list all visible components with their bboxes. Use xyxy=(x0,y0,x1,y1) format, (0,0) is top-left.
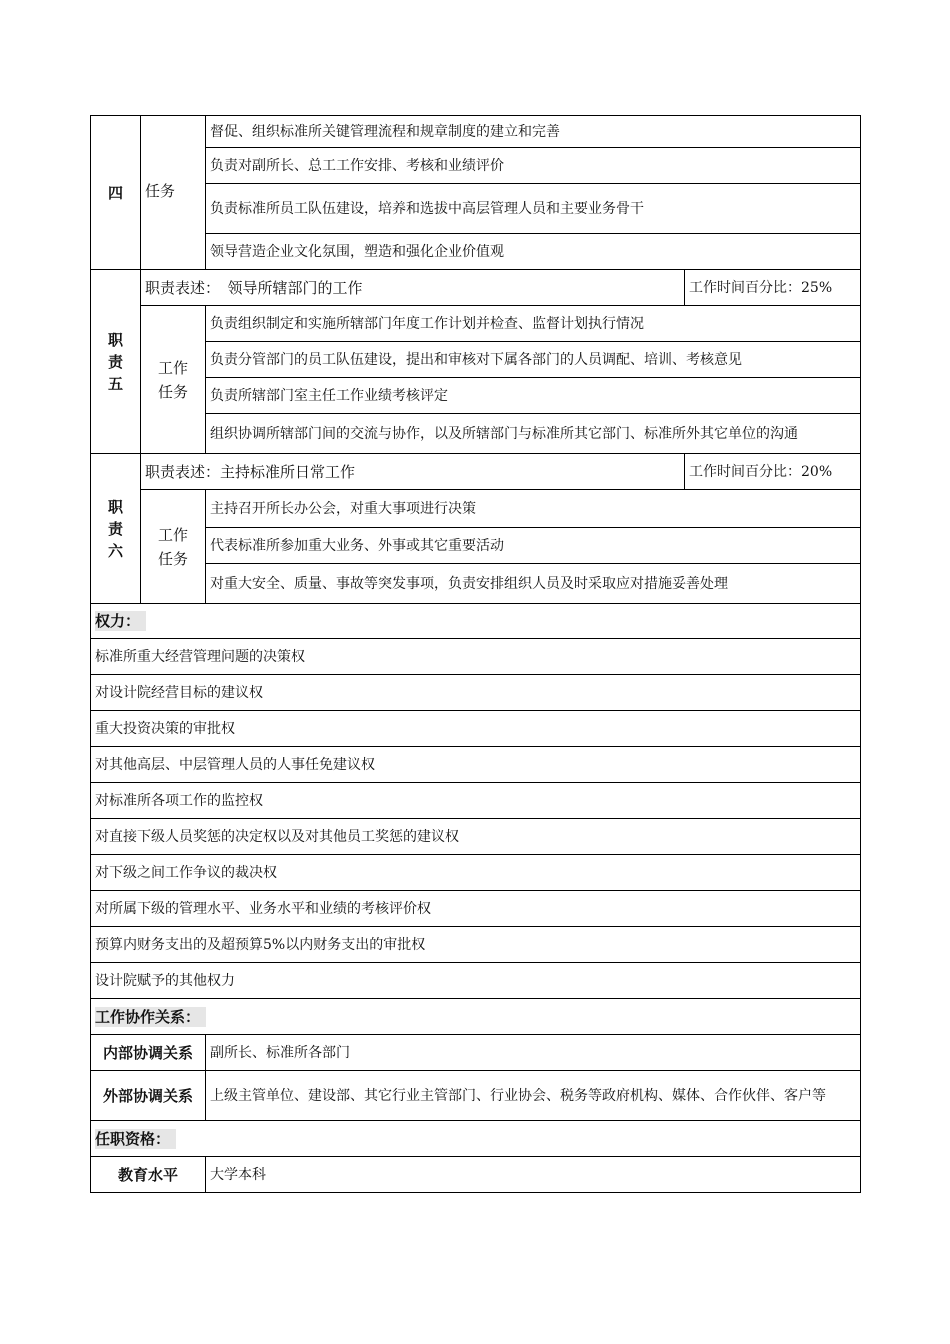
external-relations-label: 外部协调关系 xyxy=(91,1071,206,1121)
duty5-task-item: 组织协调所辖部门间的交流与协作，以及所辖部门与标准所其它部门、标准所外其它单位的沟通 xyxy=(206,414,861,454)
power-item: 对直接下级人员奖惩的决定权以及对其他员工奖惩的建议权 xyxy=(91,819,861,855)
powers-title xyxy=(91,604,861,639)
job-description-page xyxy=(90,115,860,1193)
power-item: 设计院赋予的其他权力 xyxy=(91,963,861,999)
duty4-task-row xyxy=(91,116,861,148)
duty5-task-item: 负责组织制定和实施所辖部门年度工作计划并检查、监督计划执行情况 xyxy=(206,306,861,342)
internal-relations-row xyxy=(91,1035,861,1071)
duty5-task-label xyxy=(141,306,206,454)
power-item: 标准所重大经营管理问题的决策权 xyxy=(91,639,861,675)
internal-relations-value: 副所长、标准所各部门 xyxy=(206,1035,861,1071)
duty6-task-label-line: 工作 xyxy=(157,525,188,544)
duty6-label-char: 职 xyxy=(107,497,123,516)
duty4-task-item: 督促、组织标准所关键管理流程和规章制度的建立和完善 xyxy=(206,116,861,148)
duty4-task-row xyxy=(91,148,861,184)
qualifications-title xyxy=(91,1121,861,1157)
education-label: 教育水平 xyxy=(91,1157,206,1193)
duty5-task-label-line: 工作 xyxy=(157,358,188,377)
duty4-task-item: 负责标准所员工队伍建设，培养和选拔中高层管理人员和主要业务骨干 xyxy=(206,184,861,234)
duty6-label-char: 六 xyxy=(107,541,123,560)
duty5-time-percent: 工作时间百分比：25% xyxy=(685,270,861,306)
duty6-time-percent: 工作时间百分比：20% xyxy=(685,454,861,490)
duty5-task-label-line: 任务 xyxy=(157,382,188,401)
duty5-label xyxy=(91,270,141,454)
education-row xyxy=(91,1157,861,1193)
power-item: 对标准所各项工作的监控权 xyxy=(91,783,861,819)
external-relations-value: 上级主管单位、建设部、其它行业主管部门、行业协会、税务等政府机构、媒体、合作伙伴、客户等 xyxy=(206,1071,861,1121)
qualifications-section-header xyxy=(91,1121,861,1157)
duty4-task-item: 负责对副所长、总工工作安排、考核和业绩评价 xyxy=(206,148,861,184)
duty4-task-row xyxy=(91,184,861,234)
duty4-task-row xyxy=(91,234,861,270)
powers-title-text: 权力： xyxy=(95,611,146,631)
power-item: 对其他高层、中层管理人员的人事任免建议权 xyxy=(91,747,861,783)
education-value: 大学本科 xyxy=(206,1157,861,1193)
duty6-label-char: 责 xyxy=(107,519,123,538)
duty6-task-item: 代表标准所参加重大业务、外事或其它重要活动 xyxy=(206,528,861,564)
duty6-task-label-line: 任务 xyxy=(157,549,188,568)
relations-title-text: 工作协作关系： xyxy=(95,1007,206,1027)
duty5-task-item: 负责分管部门的员工队伍建设，提出和审核对下属各部门的人员调配、培训、考核意见 xyxy=(206,342,861,378)
duty5-task-row xyxy=(91,378,861,414)
power-item: 预算内财务支出的及超预算5%以内财务支出的审批权 xyxy=(91,927,861,963)
duty6-task-label xyxy=(141,490,206,604)
duty5-task-row xyxy=(91,306,861,342)
job-description-table xyxy=(90,115,861,1193)
duty6-task-item: 主持召开所长办公会，对重大事项进行决策 xyxy=(206,490,861,528)
power-item: 对下级之间工作争议的裁决权 xyxy=(91,855,861,891)
duty6-description-row xyxy=(91,454,861,490)
duty4-task-label: 任务 xyxy=(141,116,206,270)
duty6-task-row xyxy=(91,528,861,564)
duty5-task-item: 负责所辖部门室主任工作业绩考核评定 xyxy=(206,378,861,414)
duty5-label-char: 职 xyxy=(107,330,123,349)
external-relations-row xyxy=(91,1071,861,1121)
duty5-task-row xyxy=(91,414,861,454)
power-item: 重大投资决策的审批权 xyxy=(91,711,861,747)
duty6-task-row xyxy=(91,490,861,528)
duty5-label-char: 责 xyxy=(107,352,123,371)
duty5-description: 职责表述： 领导所辖部门的工作 xyxy=(141,270,685,306)
duty5-label-char: 五 xyxy=(107,374,123,393)
duty4-number: 四 xyxy=(91,116,141,270)
duty6-task-item: 对重大安全、质量、事故等突发事项，负责安排组织人员及时采取应对措施妥善处理 xyxy=(206,564,861,604)
qualifications-title-text: 任职资格： xyxy=(95,1129,176,1149)
internal-relations-label: 内部协调关系 xyxy=(91,1035,206,1071)
power-item: 对设计院经营目标的建议权 xyxy=(91,675,861,711)
relations-title xyxy=(91,999,861,1035)
duty6-task-row xyxy=(91,564,861,604)
duty5-description-row xyxy=(91,270,861,306)
duty6-label xyxy=(91,454,141,604)
duty6-description: 职责表述：主持标准所日常工作 xyxy=(141,454,685,490)
duty4-task-item: 领导营造企业文化氛围，塑造和强化企业价值观 xyxy=(206,234,861,270)
powers-section-header xyxy=(91,604,861,639)
duty5-task-row xyxy=(91,342,861,378)
power-item: 对所属下级的管理水平、业务水平和业绩的考核评价权 xyxy=(91,891,861,927)
relations-section-header xyxy=(91,999,861,1035)
